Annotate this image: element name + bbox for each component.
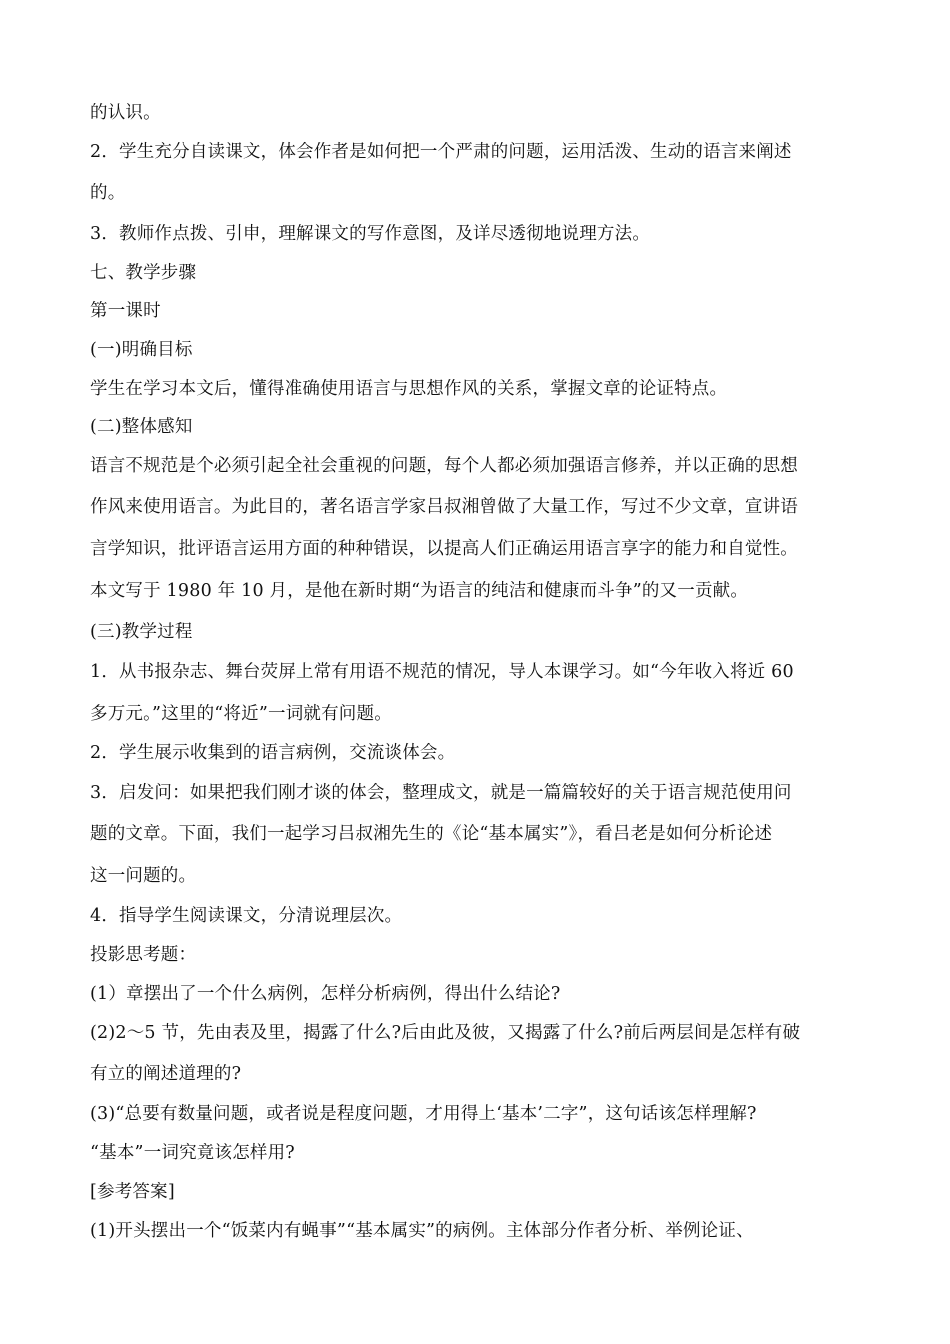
subsection-heading: (二)整体感知 xyxy=(90,417,193,437)
text-line: 题的文章。下面，我们一起学习吕叔湘先生的《论“基本属实”》，看吕老是如何分析论述 xyxy=(90,824,773,844)
text-line: 2．学生充分自读课文，体会作者是如何把一个严肃的问题，运用活泼、生动的语言来阐述 xyxy=(90,142,792,162)
text-line: 言学知识，批评语言运用方面的种种错误，以提高人们正确运用语言享字的能力和自觉性。 xyxy=(90,539,798,559)
text-line: 这一问题的。 xyxy=(90,866,197,886)
text-line: 3．教师作点拨、引申，理解课文的写作意图，及详尽透彻地说理方法。 xyxy=(90,224,651,244)
text-line: 1．从书报杂志、舞台荧屏上常有用语不规范的情况，导人本课学习。如“今年收入将近 60 xyxy=(90,662,794,682)
text-line: 4．指导学生阅读课文，分清说理层次。 xyxy=(90,906,403,926)
text-line: 2．学生展示收集到的语言病例，交流谈体会。 xyxy=(90,743,456,763)
question-item: (1）章摆出了一个什么病例，怎样分析病例，得出什么结论? xyxy=(90,984,561,1004)
question-item: 有立的阐述道理的? xyxy=(90,1064,242,1084)
question-item: (2)2～5 节，先由表及里，揭露了什么?后由此及彼，又揭露了什么?前后两层间是怎样有破 xyxy=(90,1023,801,1043)
text-line: 的。 xyxy=(90,183,126,203)
text-line: 多万元。”这里的“将近”一词就有问题。 xyxy=(90,704,392,724)
text-line: 3．启发问：如果把我们刚才谈的体会，整理成文，就是一篇篇较好的关于语言规范使用问 xyxy=(90,783,792,803)
question-item: (3)“总要有数量问题，或者说是程度问题，才用得上‘基本’二字”，这句话该怎样理解? xyxy=(90,1104,757,1124)
text-line: 的认识。 xyxy=(90,103,161,123)
answer-item: (1)开头摆出一个“饭菜内有蝇事”“基本属实”的病例。主体部分作者分析、举例论证、 xyxy=(90,1221,754,1241)
section-heading: 七、教学步骤 xyxy=(90,263,197,283)
subsection-heading: 第一课时 xyxy=(90,301,161,321)
text-line: 语言不规范是个必须引起全社会重视的问题，每个人都必须加强语言修养，并以正确的思想 xyxy=(90,456,798,476)
subsection-heading: (一)明确目标 xyxy=(90,340,193,360)
subsection-heading: (三)教学过程 xyxy=(90,622,193,642)
answer-heading: [参考答案] xyxy=(90,1182,175,1202)
text-line: 本文写于 1980 年 10 月，是他在新时期“为语言的纯洁和健康而斗争”的又一贡献。 xyxy=(90,581,749,601)
text-line: 学生在学习本文后，懂得准确使用语言与思想作风的关系，掌握文章的论证特点。 xyxy=(90,379,728,399)
text-line: 投影思考题： xyxy=(90,945,197,965)
question-item: “基本”一词究竟该怎样用? xyxy=(90,1143,295,1163)
text-line: 作风来使用语言。为此目的，著名语言学家吕叔湘曾做了大量工作，写过不少文章，宣讲语 xyxy=(90,497,798,517)
